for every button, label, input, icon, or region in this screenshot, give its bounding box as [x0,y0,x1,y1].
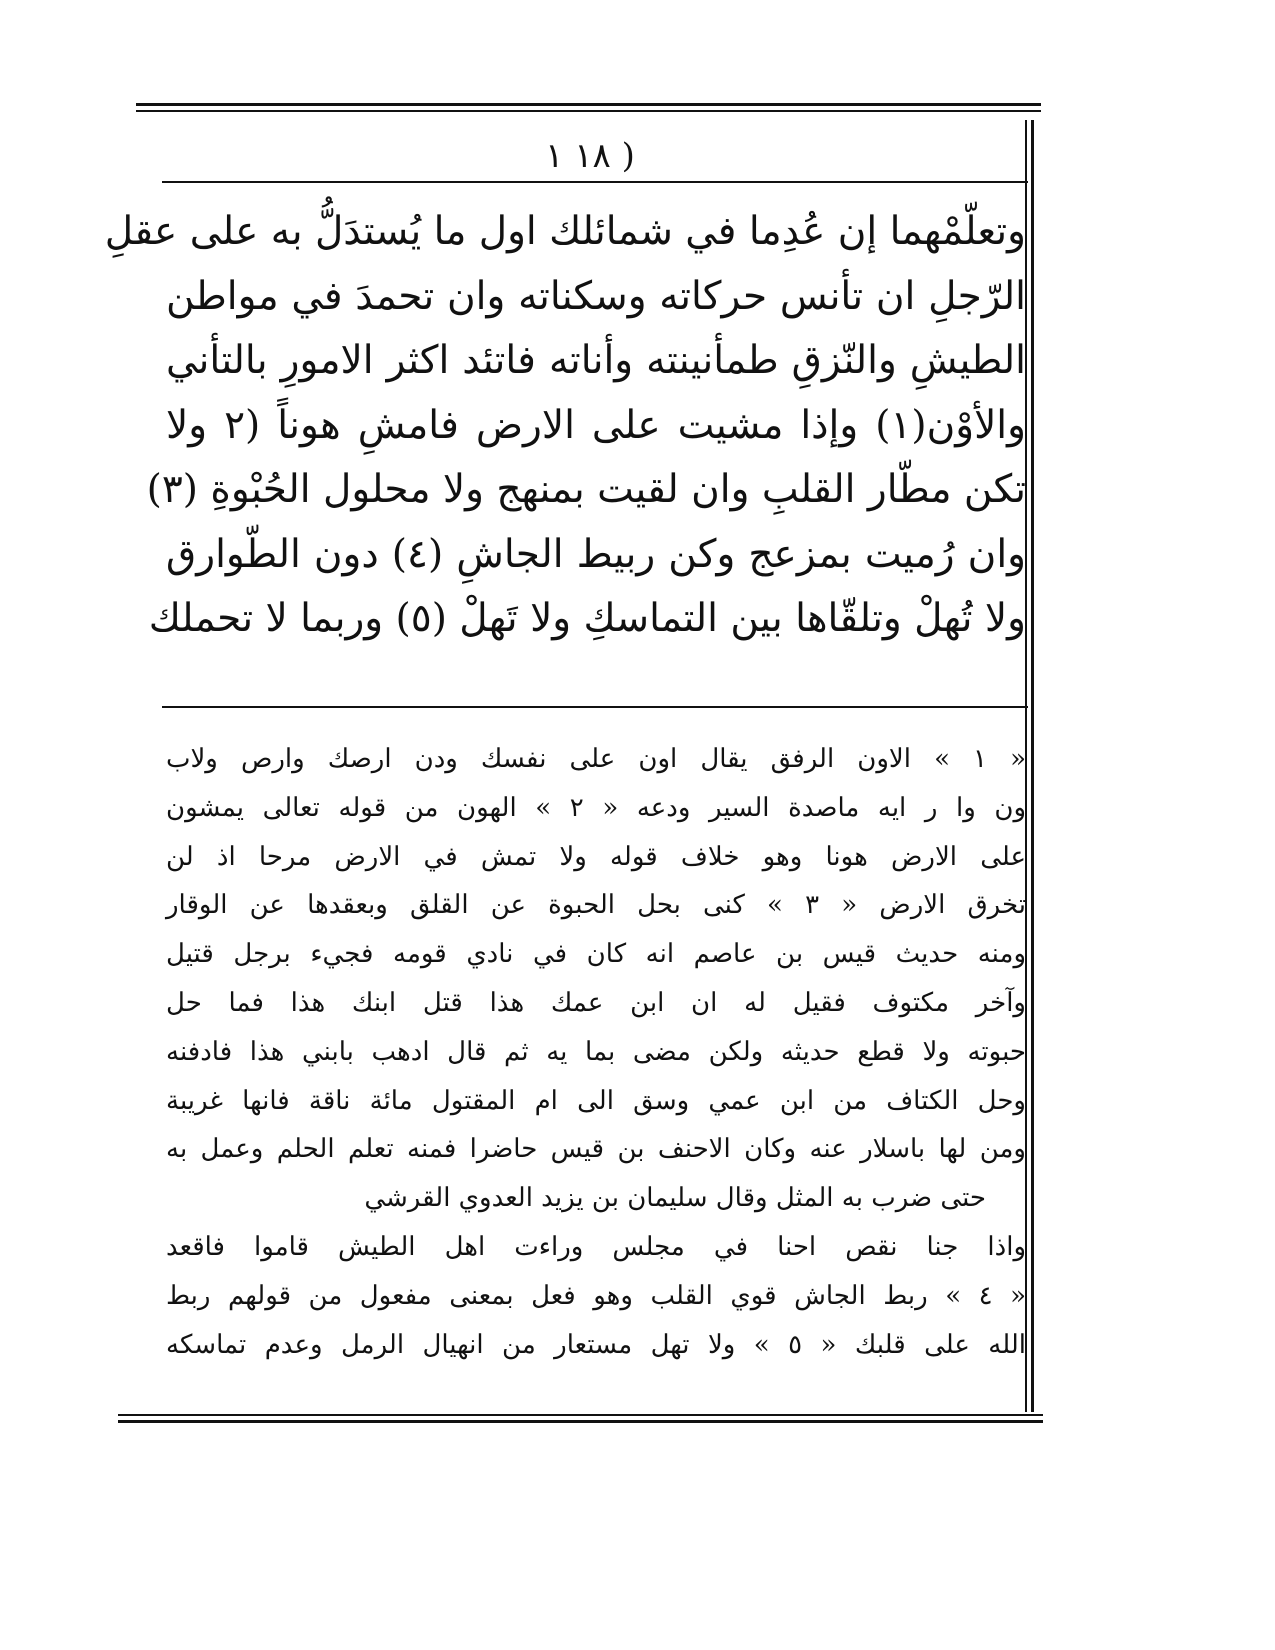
footnote-line: تخرق الارض « ٣ » كنى بحل الحبوة عن القلق وبعقدها عن الوقار [166,890,1026,921]
main-text [104,200,1026,652]
header-divider [162,181,1028,183]
bottom-border-inner [118,1414,1043,1416]
footnote-line: على الارض هونا وهو خلاف قوله ولا تمش في الارض مرحا اذ لن [166,841,1026,872]
footnotes [166,735,1026,1369]
main-line: ولا تُهلْ وتلقّاها بين التماسكِ ولا تَهلْ (٥) وربما لا تحملك [148,596,1026,641]
footnote-line: واذا جنا نقص احنا في مجلس وراءت اهل الطيش قاموا فاقعد [166,1231,1026,1262]
footnote-line: ون وا ر ايه ماصدة السير ودعه « ٢ » الهون من قوله تعالى يمشون [166,792,1026,823]
footnote-line: حبوته ولا قطع حديثه ولكن مضى بما يه ثم قال ادهب بابني هذا فادفنه [166,1036,1026,1067]
footnote-line: ومنه حديث قيس بن عاصم انه كان في نادي قومه فجيء برجل قتيل [166,939,1026,970]
top-border-outer [136,103,1041,106]
main-line: وتعلّمْهما إن عُدِما في شمائلك اول ما يُستدَلُّ به على عقلِ [104,209,1026,254]
footnote-line: وآخر مكتوف فقيل له ان ابن عمك هذا قتل ابنك هذا فما حل [166,987,1026,1018]
footnote-line: وحل الكتاف من ابن عمي وسق الى ام المقتول مائة ناقة فانها غريبة [166,1085,1026,1116]
top-border-inner [136,110,1041,112]
footnote-line: « ١ » الاون الرفق يقال اون على نفسك ودن ارصك وارص ولاب [166,744,1026,774]
footnote-line: « ٤ » ربط الجاش قوي القلب وهو فعل بمعنى مفعول من قولهم ربط [166,1280,1027,1311]
bottom-border-outer [118,1420,1043,1423]
footnote-line: حتى ضرب به المثل وقال سليمان بن يزيد العدوي القرشي [364,1183,986,1214]
right-border-outer [1031,120,1034,1412]
main-line: وان رُميت بمزعج وكن ربيط الجاشِ (٤) دون الطّوارق [166,531,1026,577]
footnote-line: ومن لها باسلار عنه وكان الاحنف بن قيس حاضرا فمنه تعلم الحلم وعمل به [166,1134,1026,1165]
page-number: ( ١٨ ١ [545,136,635,176]
footnote-line: الله على قلبك « ٥ » ولا تهل مستعار من انهيال الرمل وعدم تماسكه [166,1329,1026,1360]
main-line: والأوْن(١) وإذا مشيت على الارض فامشِ هوناً (٢ ولا [166,402,1026,448]
main-line: الطيشِ والنّزقِ طمأنينته وأناته فاتئد اكثر الامورِ بالتأني [166,338,1026,383]
main-line: الرّجلِ ان تأنس حركاته وسكناته وان تحمدَ في مواطن [166,273,1026,319]
main-line: تكن مطّار القلبِ وان لقيت بمنهج ولا محلول الحُبْوةِ (٣) [146,467,1026,512]
footnote-divider [162,706,1028,708]
